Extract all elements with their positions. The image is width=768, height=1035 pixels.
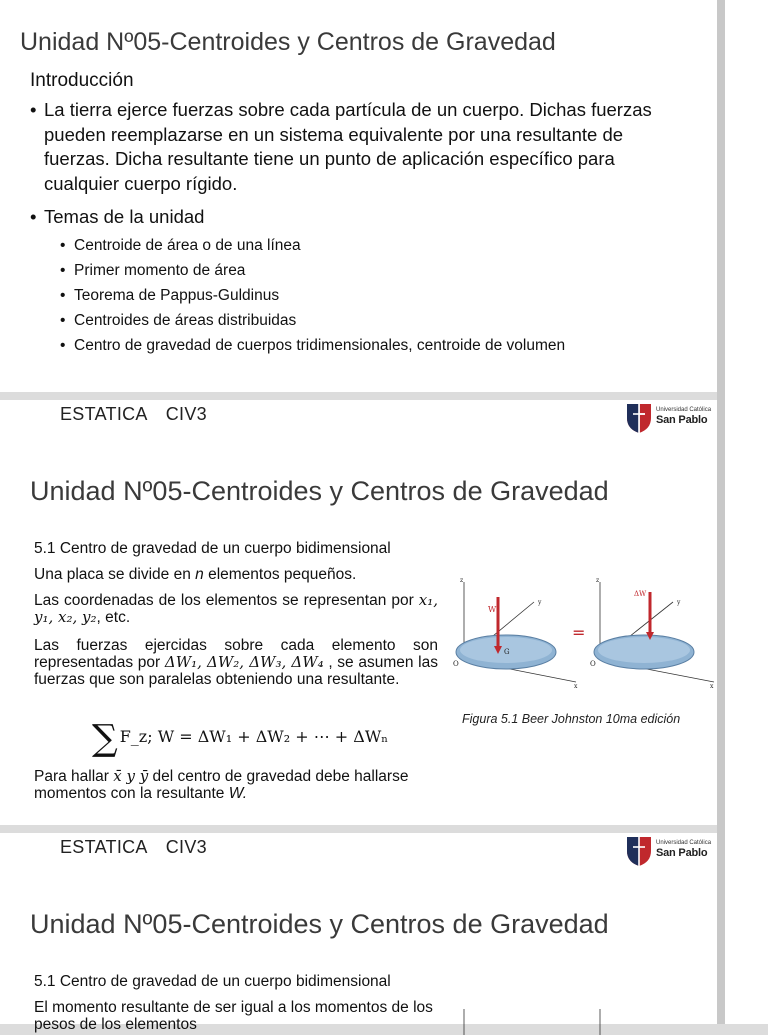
- bullet-item: • La tierra ejerce fuerzas sobre cada partícula de un cuerpo. Dichas fuerzas pueden reemplazarse en un sistema equivalente por una resultante de fuerzas. Dicha resultante tiene un punto de aplicación específico para cualquier cuerpo rígido.: [30, 98, 670, 196]
- bullet-label: Temas de la unidad: [44, 206, 205, 227]
- label-y: y: [538, 599, 542, 606]
- slide-subtitle: Introducción: [30, 70, 134, 91]
- label-z: z: [460, 577, 464, 584]
- slide-1: [0, 0, 717, 392]
- label-dw: ΔW: [634, 590, 647, 598]
- course-code: CIV3: [165, 837, 207, 857]
- slide-2: [0, 400, 717, 825]
- slide-3: [0, 833, 717, 1033]
- logo-line-1: Universidad Católica: [656, 407, 712, 413]
- label-x: x: [710, 683, 714, 690]
- text: del centro de gravedad debe hallarse momentos con la resultante: [34, 768, 409, 802]
- crest-icon: [625, 835, 653, 867]
- text: Las fuerzas ejercidas sobre cada elemento son representadas por: [34, 637, 438, 671]
- label-z: z: [596, 577, 600, 584]
- plate-figure-partial: [448, 1005, 718, 1035]
- next-column: [725, 0, 768, 1024]
- paragraph: [34, 566, 438, 583]
- logo-line-2: San Pablo: [656, 847, 708, 859]
- math-n: n: [195, 566, 204, 583]
- sum-symbol: ∑: [92, 718, 118, 759]
- label-w: W: [488, 605, 497, 614]
- equation: [92, 718, 388, 759]
- equation-text: F_z; W = ΔW₁ + ΔW₂ + ⋯ + ΔWₙ: [119, 727, 389, 746]
- label-o: O: [590, 660, 596, 668]
- section-heading: 5.1 Centro de gravedad de un cuerpo bidimensional: [34, 973, 391, 990]
- plate-figure: [448, 572, 718, 692]
- bullet-item: [30, 205, 670, 358]
- label-g: G: [504, 648, 510, 656]
- course-name: ESTATICA: [60, 404, 148, 424]
- math-forces: ΔW₁, ΔW₂, ΔW₃, ΔW₄: [164, 653, 324, 671]
- topic-item: • Primer momento de área: [60, 258, 670, 283]
- text: , se asumen las fuerzas que son paralelas obteniendo una resultante.: [34, 654, 438, 688]
- figure-caption: Figura 5.1 Beer Johnston 10ma edición: [462, 712, 681, 726]
- paragraph: [34, 637, 438, 688]
- label-x: x: [574, 683, 578, 690]
- university-logo: [625, 402, 710, 434]
- text: Para hallar: [34, 768, 114, 785]
- section-heading: 5.1 Centro de gravedad de un cuerpo bidimensional: [34, 540, 391, 557]
- slide-title: Unidad Nº05-Centroides y Centros de Gravedad: [30, 476, 609, 506]
- paragraph: [34, 592, 438, 626]
- slide-title: Unidad Nº05-Centroides y Centros de Gravedad: [30, 909, 609, 939]
- equals-sign: =: [572, 623, 586, 642]
- course-code: CIV3: [165, 404, 207, 424]
- label-y: y: [677, 599, 681, 606]
- topic-item: • Centroides de áreas distribuidas: [60, 308, 670, 333]
- slide-footer: [60, 404, 207, 425]
- logo-line-2: San Pablo: [656, 414, 708, 426]
- crest-icon: [625, 402, 653, 434]
- text: Las coordenadas de los elementos se representan por: [34, 592, 419, 609]
- bullet-list: [30, 98, 670, 367]
- math-coordinates: x₁, y₁, x₂, y₂: [34, 591, 438, 626]
- text: Una placa se divide en: [34, 566, 196, 583]
- topic-item: • Teorema de Pappus-Guldinus: [60, 283, 670, 308]
- slide-footer: [60, 837, 207, 858]
- left-diagram: [453, 577, 578, 690]
- math-centroid: x̄ y ȳ: [113, 767, 149, 785]
- text: elementos pequeños.: [203, 566, 357, 583]
- math-w: W.: [228, 785, 248, 802]
- topic-item: • Centro de gravedad de cuerpos tridimensionales, centroide de volumen: [60, 333, 670, 358]
- paragraph: El momento resultante de ser igual a los momentos de los pesos de los elementos: [34, 999, 433, 1033]
- slide-divider: [717, 0, 725, 1024]
- label-o: O: [453, 660, 459, 668]
- slide-title: Unidad Nº05-Centroides y Centros de Gravedad: [20, 28, 556, 56]
- topic-item: • Centroide de área o de una línea: [60, 233, 670, 258]
- right-diagram: [590, 577, 714, 690]
- topic-list: [60, 233, 670, 358]
- text: , etc.: [96, 609, 131, 626]
- university-logo: [625, 835, 710, 867]
- course-name: ESTATICA: [60, 837, 148, 857]
- paragraph: [34, 768, 414, 802]
- logo-line-1: Universidad Católica: [656, 840, 712, 846]
